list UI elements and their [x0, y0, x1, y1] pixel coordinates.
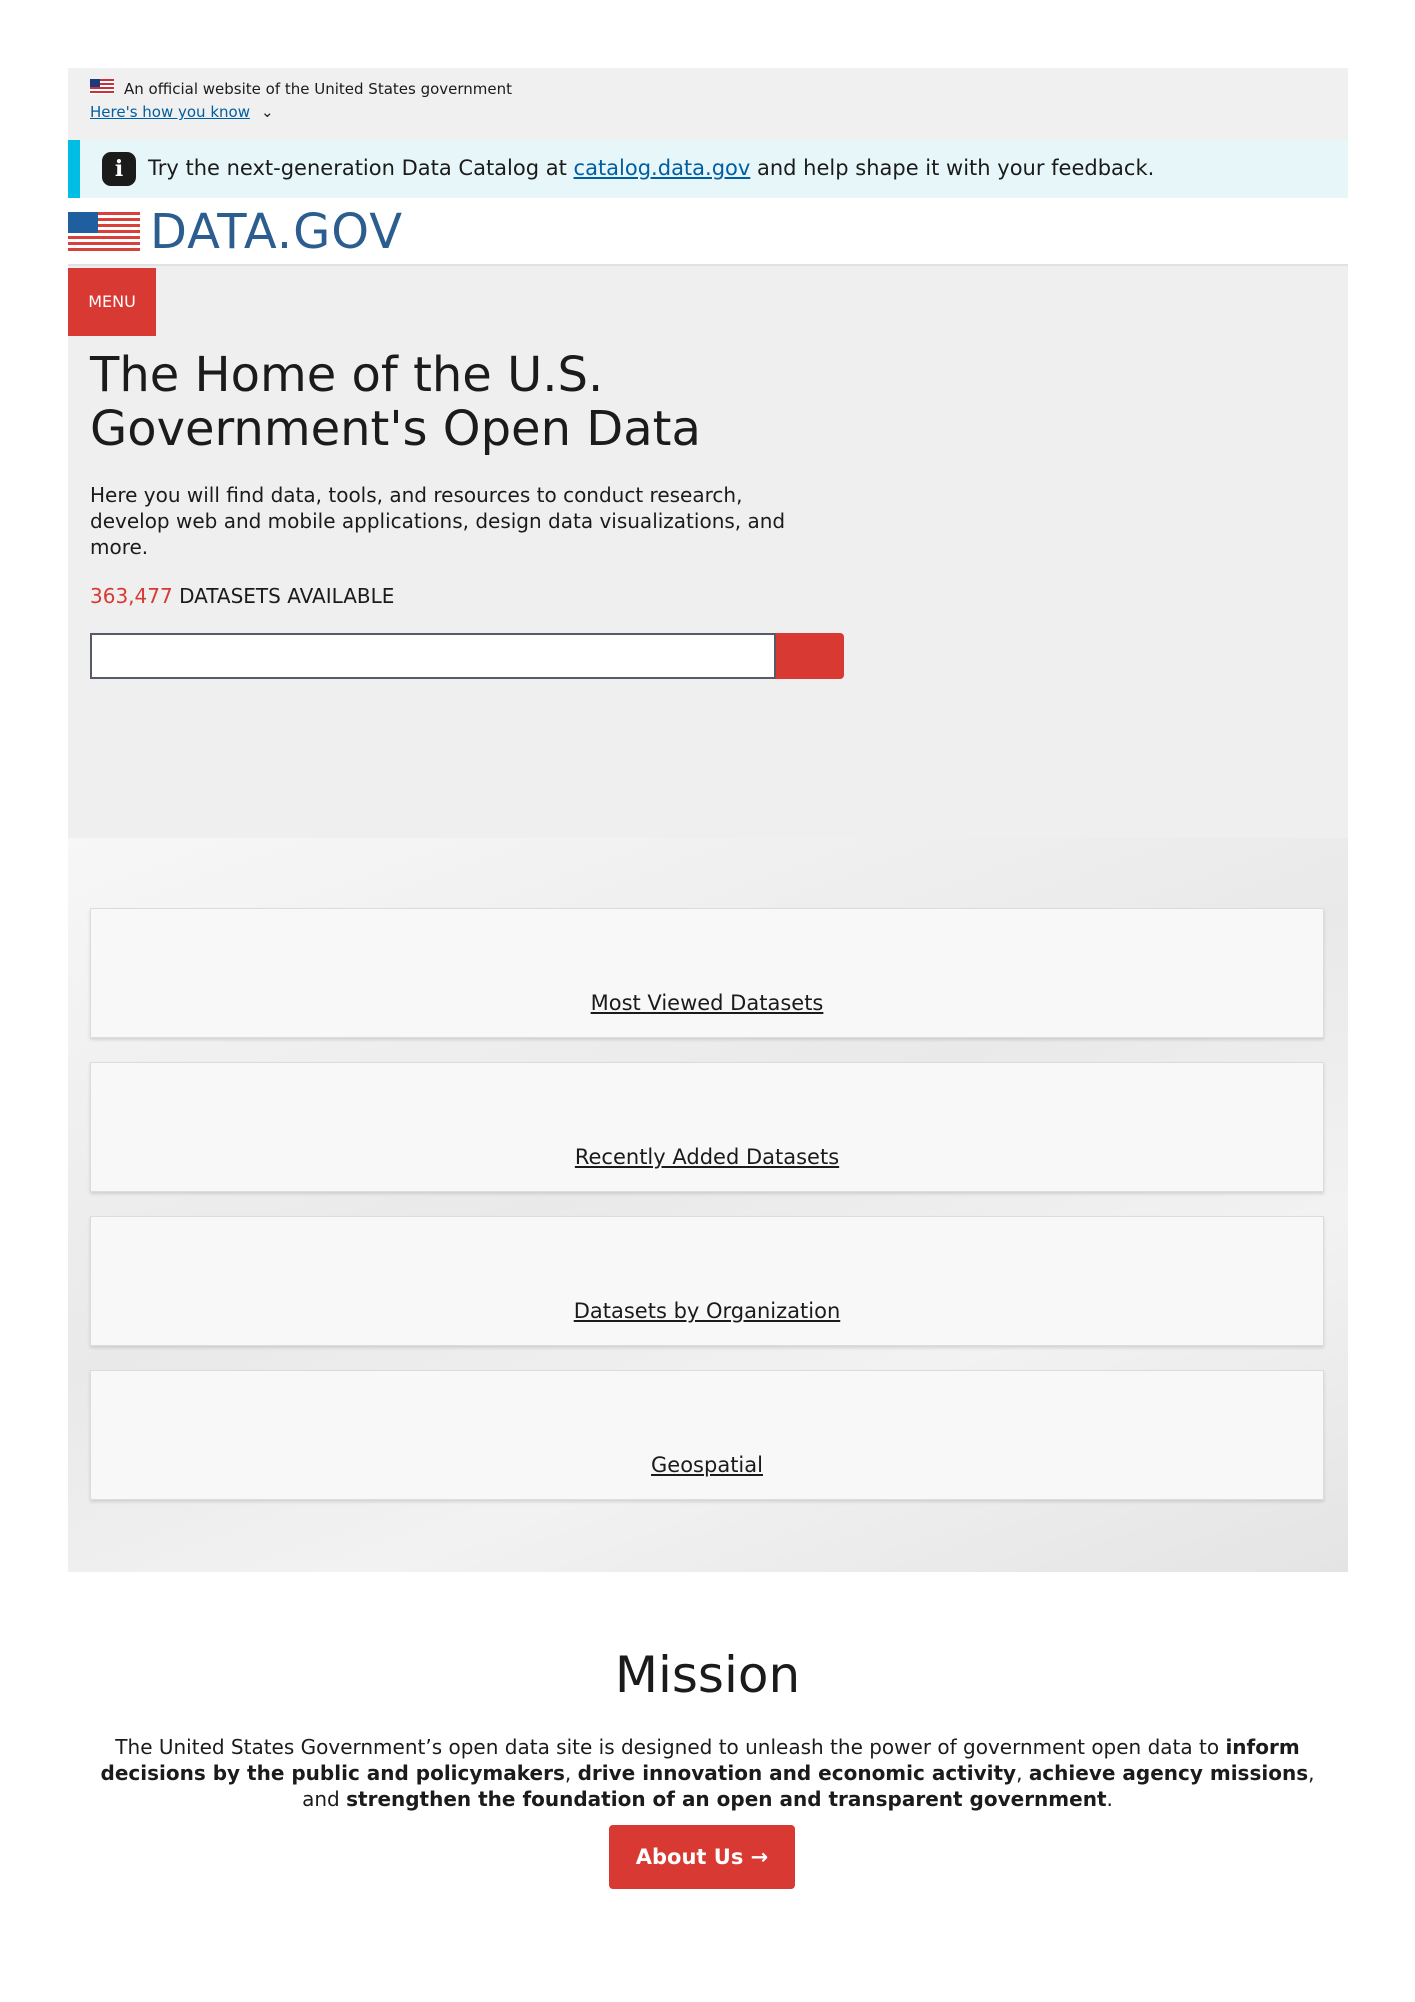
- mission-emphasis: achieve agency missions: [1028, 1761, 1309, 1785]
- mission-text-part: ,: [1016, 1761, 1029, 1785]
- search-button[interactable]: [776, 633, 844, 679]
- dataset-cards-section: [68, 838, 1348, 1572]
- info-alert: [68, 140, 1348, 198]
- official-gov-banner: [68, 68, 1348, 140]
- mission-emphasis: strengthen the foundation of an open and transparent government: [346, 1787, 1107, 1811]
- mission-emphasis: inform decisions by the public and policymakers: [100, 1735, 1300, 1785]
- us-flag-icon: [90, 79, 114, 94]
- page-title: The Home of the U.S. Government's Open Data: [90, 347, 701, 457]
- official-website-text: An official website of the United States government: [124, 80, 513, 98]
- card-recently-added[interactable]: [90, 1062, 1324, 1192]
- about-us-button[interactable]: [609, 1825, 795, 1889]
- catalog-link[interactable]: catalog.data.gov: [573, 156, 751, 180]
- mission-emphasis: drive innovation and economic activity: [577, 1761, 1017, 1785]
- mission-text-part: ,: [564, 1761, 578, 1785]
- mission-text: [90, 1734, 1325, 1812]
- dataset-count-label: DATASETS AVAILABLE: [172, 584, 395, 608]
- mission-text-part: , and: [302, 1761, 1315, 1811]
- search-input[interactable]: [90, 633, 776, 679]
- card-link[interactable]: Datasets by Organization: [573, 1299, 841, 1323]
- alert-text-before: Try the next-generation Data Catalog at: [148, 156, 574, 180]
- arrow-right-icon: →: [750, 1845, 769, 1869]
- card-most-viewed[interactable]: [90, 908, 1324, 1038]
- info-icon: i: [102, 152, 136, 186]
- chevron-down-icon[interactable]: ⌄: [261, 103, 274, 121]
- hero-intro: Here you will find data, tools, and resources to conduct research, develop web and mobile applications, design data visualizations, and more.: [90, 483, 786, 559]
- dataset-count-number: 363,477: [90, 584, 173, 608]
- alert-text: [148, 156, 1154, 180]
- site-logo[interactable]: DATA.GOV: [150, 204, 404, 260]
- mission-text-part: .: [1106, 1787, 1113, 1811]
- card-link[interactable]: Most Viewed Datasets: [590, 991, 824, 1015]
- heres-how-you-know-link[interactable]: Here's how you know: [90, 103, 250, 121]
- hero-section: [68, 266, 1348, 838]
- menu-button[interactable]: MENU: [68, 268, 156, 336]
- alert-text-after: and help shape it with your feedback.: [750, 156, 1155, 180]
- about-us-label: About Us: [635, 1845, 744, 1869]
- mission-heading: Mission: [614, 1646, 801, 1704]
- card-by-organization[interactable]: [90, 1216, 1324, 1346]
- mission-text-part: The United States Government’s open data site is designed to unleash the power of government open data to: [115, 1735, 1226, 1759]
- site-header: [68, 198, 1348, 266]
- flag-logo-icon[interactable]: [68, 212, 140, 252]
- card-link[interactable]: Geospatial: [651, 1453, 763, 1477]
- card-link[interactable]: Recently Added Datasets: [574, 1145, 840, 1169]
- dataset-count: [90, 584, 394, 608]
- card-geospatial[interactable]: [90, 1370, 1324, 1500]
